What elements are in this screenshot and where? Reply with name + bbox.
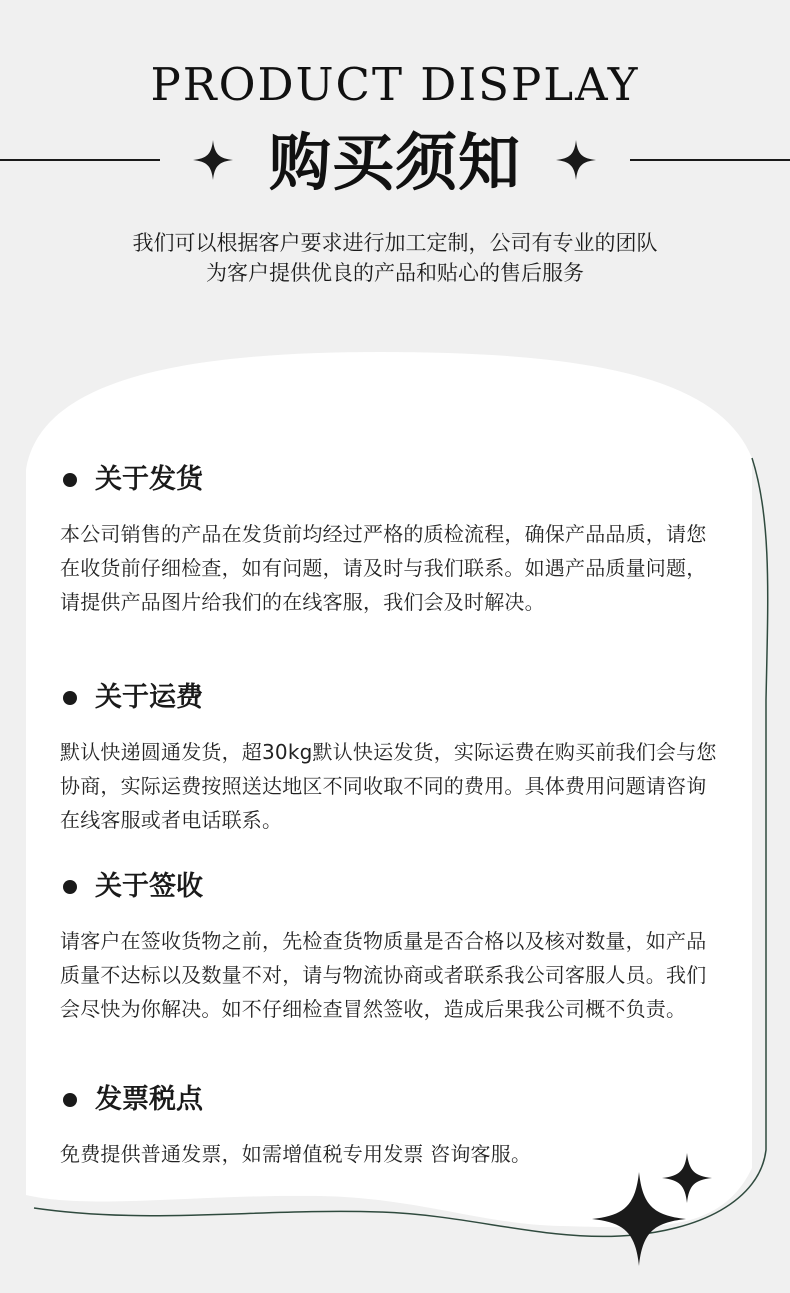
section-header	[60, 462, 720, 498]
title-row	[0, 128, 790, 198]
section-title: 关于签收	[95, 871, 203, 902]
section-shipping	[60, 462, 720, 619]
section-body: 请客户在签收货物之前，先检查货物质量是否合格以及核对数量，如产品质量不达标以及数量不对，请与物流协商或者联系我公司客服人员。我们会尽快为你解决。如不仔细检查冒然签收，造成后果我公司概不负责。	[60, 929, 707, 1021]
section-title: 关于发货	[95, 464, 203, 495]
bullet-dot-icon	[63, 691, 77, 705]
subtitle-line-2: 为客户提供优良的产品和贴心的售后服务	[206, 261, 584, 285]
eyebrow-heading: PRODUCT DISPLAY	[150, 58, 640, 111]
section-body: 免费提供普通发票，如需增值税专用发票 咨询客服。	[60, 1142, 532, 1166]
bullet-dot-icon	[63, 880, 77, 894]
section-header	[60, 680, 720, 716]
section-receipt	[60, 869, 720, 1026]
section-header	[60, 869, 720, 905]
divider-right	[630, 159, 790, 161]
sparkle-icon	[556, 140, 596, 180]
section-body: 默认快递圆通发货，超30kg默认快运发货，实际运费在购买前我们会与您协商，实际运费按照送达地区不同收取不同的费用。具体费用问题请咨询在线客服或者电话联系。	[60, 740, 717, 832]
section-invoice	[60, 1082, 720, 1171]
section-freight	[60, 680, 720, 837]
subtitle-line-1: 我们可以根据客户要求进行加工定制，公司有专业的团队	[132, 231, 658, 255]
sparkle-icon	[662, 1153, 712, 1203]
section-title: 发票税点	[95, 1084, 203, 1115]
bullet-dot-icon	[63, 473, 77, 487]
page-title: 购买须知	[268, 126, 521, 199]
bullet-dot-icon	[63, 1093, 77, 1107]
section-body: 本公司销售的产品在发货前均经过严格的质检流程，确保产品品质，请您在收货前仔细检查，如有问题，请及时与我们联系。如遇产品质量问题，请提供产品图片给我们的在线客服，我们会及时解决。	[60, 522, 707, 614]
section-header	[60, 1082, 720, 1118]
section-title: 关于运费	[95, 682, 203, 713]
